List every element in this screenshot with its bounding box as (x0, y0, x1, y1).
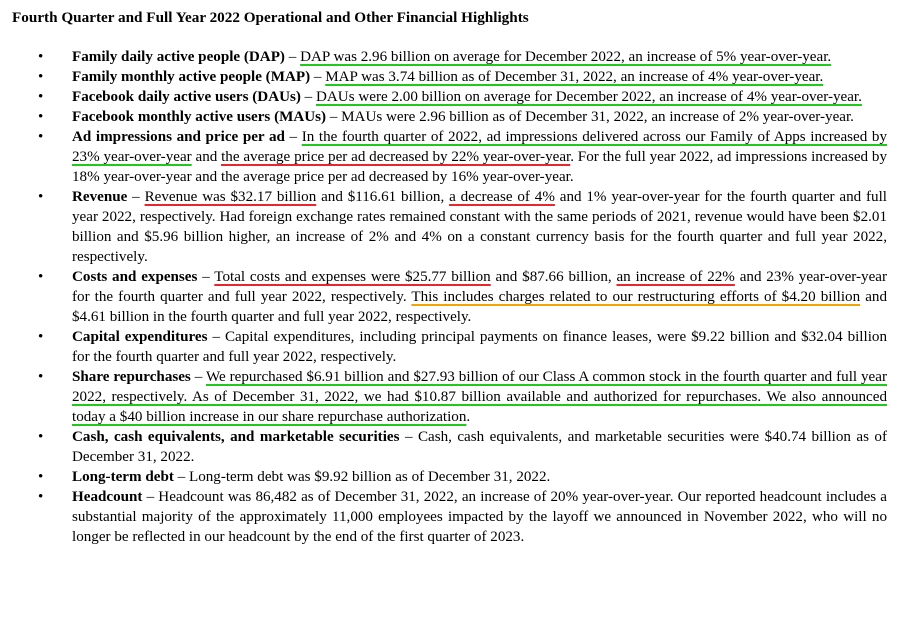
red-underline-highlight: an increase of 22% (616, 269, 735, 285)
item-text: and (191, 149, 222, 165)
bullet-icon: • (38, 89, 44, 105)
item-text: – (310, 69, 326, 85)
item-label: Long-term debt (72, 469, 174, 485)
item-text: and $116.61 billion, (316, 189, 450, 205)
item-label: Share repurchases (72, 369, 191, 385)
list-item (0, 107, 887, 127)
item-label: Family monthly active people (MAP) (72, 69, 311, 85)
bullet-icon: • (38, 269, 44, 285)
item-text: and $87.66 billion, (490, 269, 617, 285)
orange-underline-highlight: This includes charges related to our restructuring efforts of $4.20 billion (411, 289, 861, 305)
item-text: – MAUs were 2.96 billion as of December 31, 2022, an increase of 2% year-over-year. (326, 109, 854, 125)
list-item (0, 427, 887, 467)
bullet-icon: • (38, 329, 44, 345)
red-underline-highlight: Revenue was $32.17 billion (144, 189, 317, 205)
list-item (0, 127, 887, 187)
bullet-icon: • (38, 69, 44, 85)
item-text: – Capital expenditures, including principal payments on finance leases, were $9.22 billion and $32.04 billion for the fourth quarter and full year 2022, respectively. (72, 329, 887, 365)
bullet-icon: • (38, 369, 44, 385)
green-underline-highlight: We repurchased $6.91 billion and $27.93 billion of our Class A common stock in the fourth quarter and full year 2022, respectively. As of December 31, 2022, we had $10.87 billion available and authorized for repurchases. We also announced today a $40 billion increase in our share repurchase authorization (72, 369, 887, 425)
bullet-icon: • (38, 469, 44, 485)
item-text: – Headcount was 86,482 as of December 31, 2022, an increase of 20% year-over-year. Our reported headcount includes a substantial majority of the approximately 11,000 employees impacted by the layoff we announced in November 2022, who will no longer be reflected in our headcount by the end of the first quarter of 2023. (72, 489, 887, 545)
green-underline-highlight: MAP was 3.74 billion as of December 31, 2022, an increase of 4% year-over-year. (325, 69, 824, 85)
bullet-icon: • (38, 189, 44, 205)
list-item (0, 327, 887, 367)
red-underline-highlight: a decrease of 4% (449, 189, 555, 205)
item-label: Facebook monthly active users (MAUs) (72, 109, 327, 125)
item-label: Costs and expenses (72, 269, 198, 285)
item-label: Headcount (72, 489, 143, 505)
item-text: . For the full year 2022, ad impressions increased by 18% year-over-year and the average price per ad decreased by 16% year-over-year. (72, 149, 887, 185)
red-underline-highlight: Total costs and expenses were $25.77 billion (214, 269, 491, 285)
bullet-icon: • (38, 49, 44, 65)
item-text: – (197, 269, 215, 285)
item-text: . (466, 409, 471, 425)
list-item (0, 67, 887, 87)
item-text: – Cash, cash equivalents, and marketable securities were $40.74 billion as of December 31, 2022. (72, 429, 887, 465)
item-text: – (190, 369, 206, 385)
item-text: and 23% year-over-year for the fourth quarter and full year 2022, respectively. (72, 269, 887, 305)
item-label: Family daily active people (DAP) (72, 49, 285, 65)
highlights-list (0, 47, 911, 547)
bullet-icon: • (38, 429, 44, 445)
list-item (0, 47, 887, 67)
list-item (0, 467, 887, 487)
green-underline-highlight: DAP was 2.96 billion on average for December 2022, an increase of 5% year-over-year. (300, 49, 832, 65)
red-underline-highlight: the average price per ad decreased by 22% year-over-year (221, 149, 571, 165)
item-text: – (284, 129, 302, 145)
item-text: – Long-term debt was $9.92 billion as of December 31, 2022. (173, 469, 551, 485)
green-underline-highlight: In the fourth quarter of 2022, ad impressions delivered across our Family of Apps increased by 23% year-over-year (72, 129, 887, 165)
green-underline-highlight: DAUs were 2.00 billion on average for December 2022, an increase of 4% year-over-year. (316, 89, 862, 105)
bullet-icon: • (38, 109, 44, 125)
item-text: – (284, 49, 301, 65)
list-item (0, 487, 887, 547)
list-item (0, 367, 887, 427)
item-text: and $4.61 billion in the fourth quarter and full year 2022, respectively. (72, 289, 887, 325)
list-item (0, 187, 887, 267)
section-heading: Fourth Quarter and Full Year 2022 Operational and Other Financial Highlights (12, 9, 529, 26)
item-label: Cash, cash equivalents, and marketable securities (72, 429, 400, 445)
item-text: – (300, 89, 316, 105)
list-item (0, 87, 887, 107)
item-label: Revenue (72, 189, 128, 205)
item-label: Facebook daily active users (DAUs) (72, 89, 301, 105)
list-item (0, 267, 887, 327)
item-text: and 1% year-over-year for the fourth quarter and full year 2022, respectively. Had foreign exchange rates remained constant with the same periods of 2021, revenue would have been $2.01 billion and $5.96 billion higher, an increase of 2% and 4% on a constant currency basis for the fourth quarter and full year 2022, respectively. (72, 189, 887, 265)
bullet-icon: • (38, 129, 44, 145)
item-label: Capital expenditures (72, 329, 208, 345)
item-label: Ad impressions and price per ad (72, 129, 285, 145)
bullet-icon: • (38, 489, 44, 505)
item-text: – (127, 189, 145, 205)
